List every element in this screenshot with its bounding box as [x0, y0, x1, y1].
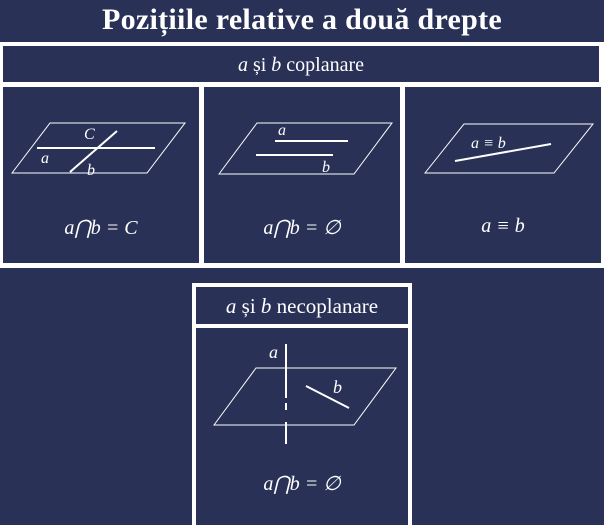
- header-text: necoplanare: [271, 294, 379, 318]
- header-var-b: b: [260, 294, 272, 318]
- label-a: a: [278, 122, 286, 139]
- formula-skew: a⋂b = ∅: [263, 473, 341, 495]
- label-a: a: [269, 342, 278, 362]
- plane: [425, 124, 593, 173]
- label-point-c: C: [84, 126, 95, 143]
- formula-parallel: a⋂b = ∅: [263, 217, 341, 239]
- formula-coincident: a ≡ b: [481, 215, 525, 237]
- label-b: b: [87, 162, 95, 179]
- case-skew: [196, 328, 408, 525]
- label-b: b: [333, 377, 342, 397]
- header-var-a: a: [237, 54, 248, 76]
- plane: [214, 368, 396, 425]
- page-title: Pozițiile relative a două drepte: [101, 3, 503, 36]
- header-conjunction: și: [236, 294, 261, 318]
- header-conjunction: și: [247, 54, 272, 76]
- case-intersecting: [3, 87, 199, 263]
- header-var-a: a: [225, 294, 237, 318]
- case-coincident: [405, 87, 601, 263]
- header-text: coplanare: [281, 54, 365, 76]
- case-parallel: [204, 87, 400, 263]
- header-var-b: b: [271, 54, 282, 76]
- coplanar-header: [3, 46, 599, 82]
- plane: [219, 123, 392, 174]
- label-ab: a ≡ b: [471, 135, 506, 152]
- line-b: [306, 386, 349, 408]
- formula-intersecting: a⋂b = C: [64, 217, 138, 239]
- label-a: a: [41, 150, 49, 167]
- noncoplanar-header: [196, 287, 408, 324]
- label-b: b: [322, 159, 330, 176]
